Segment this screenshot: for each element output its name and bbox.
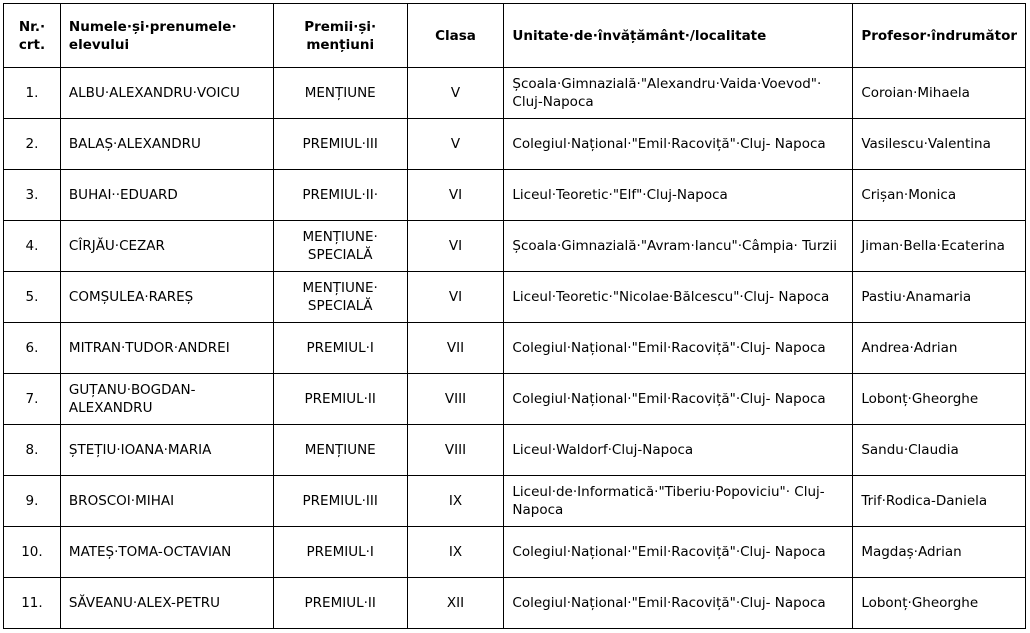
cell-school: Colegiul·Național·"Emil·Racoviță"·Cluj- Napoca: [504, 119, 853, 170]
table-row: [4, 119, 1026, 170]
header-row: [4, 4, 1026, 68]
cell-prize: PREMIUL·II·: [273, 170, 407, 221]
table-header: [4, 4, 1026, 68]
table-row: [4, 221, 1026, 272]
cell-nr: 6.: [4, 323, 61, 374]
cell-prof: Coroian·Mihaela: [853, 68, 1026, 119]
header-class: Clasa: [407, 4, 504, 68]
cell-prof: Crișan·Monica: [853, 170, 1026, 221]
cell-class: VI: [407, 272, 504, 323]
cell-name: SĂVEANU·ALEX-PETRU: [60, 578, 273, 629]
cell-prof: Vasilescu·Valentina: [853, 119, 1026, 170]
header-name: Numele·și·prenumele· elevului: [60, 4, 273, 68]
cell-prize: PREMIUL·III: [273, 476, 407, 527]
header-nr: Nr.· crt.: [4, 4, 61, 68]
cell-name: CÎRJĂU·CEZAR: [60, 221, 273, 272]
cell-class: VII: [407, 323, 504, 374]
cell-name: GUȚANU·BOGDAN- ALEXANDRU: [60, 374, 273, 425]
cell-class: IX: [407, 527, 504, 578]
table-row: [4, 272, 1026, 323]
cell-school: Școala·Gimnazială·"Alexandru·Vaida·Voevod"· Cluj-Napoca: [504, 68, 853, 119]
cell-prize: MENȚIUNE: [273, 425, 407, 476]
cell-prof: Sandu·Claudia: [853, 425, 1026, 476]
cell-nr: 11.: [4, 578, 61, 629]
cell-prize: PREMIUL·I: [273, 527, 407, 578]
cell-prize: PREMIUL·III: [273, 119, 407, 170]
cell-school: Liceul·de·Informatică·"Tiberiu·Popoviciu"· Cluj-Napoca: [504, 476, 853, 527]
table-row: [4, 527, 1026, 578]
cell-school: Colegiul·Național·"Emil·Racoviță"·Cluj- Napoca: [504, 527, 853, 578]
cell-name: MATEȘ·TOMA-OCTAVIAN: [60, 527, 273, 578]
table-row: [4, 68, 1026, 119]
cell-name: BALAȘ·ALEXANDRU: [60, 119, 273, 170]
cell-class: XII: [407, 578, 504, 629]
table-row: [4, 323, 1026, 374]
cell-class: VI: [407, 221, 504, 272]
cell-prize: MENȚIUNE· SPECIALĂ: [273, 221, 407, 272]
table-body: [4, 68, 1026, 629]
cell-class: V: [407, 68, 504, 119]
results-table: [3, 3, 1026, 629]
cell-nr: 9.: [4, 476, 61, 527]
cell-school: Liceul·Teoretic·"Elf"·Cluj-Napoca: [504, 170, 853, 221]
cell-nr: 2.: [4, 119, 61, 170]
cell-nr: 3.: [4, 170, 61, 221]
cell-name: ALBU·ALEXANDRU·VOICU: [60, 68, 273, 119]
table-row: [4, 374, 1026, 425]
table-row: [4, 578, 1026, 629]
cell-nr: 10.: [4, 527, 61, 578]
table-row: [4, 170, 1026, 221]
cell-nr: 1.: [4, 68, 61, 119]
cell-prize: PREMIUL·II: [273, 374, 407, 425]
cell-nr: 7.: [4, 374, 61, 425]
cell-prof: Magdaș·Adrian: [853, 527, 1026, 578]
cell-prize: PREMIUL·I: [273, 323, 407, 374]
cell-name: BUHAI··EDUARD: [60, 170, 273, 221]
cell-prof: Pastiu·Anamaria: [853, 272, 1026, 323]
cell-nr: 5.: [4, 272, 61, 323]
cell-school: Colegiul·Național·"Emil·Racoviță"·Cluj- Napoca: [504, 374, 853, 425]
cell-class: VIII: [407, 425, 504, 476]
cell-prize: MENȚIUNE: [273, 68, 407, 119]
cell-prize: PREMIUL·II: [273, 578, 407, 629]
table-row: [4, 476, 1026, 527]
cell-school: Colegiul·Național·"Emil·Racoviță"·Cluj- Napoca: [504, 323, 853, 374]
cell-class: VI: [407, 170, 504, 221]
table-row: [4, 425, 1026, 476]
cell-school: Liceul·Teoretic·"Nicolae·Bălcescu"·Cluj- Napoca: [504, 272, 853, 323]
cell-prof: Lobonț·Gheorghe: [853, 578, 1026, 629]
cell-class: VIII: [407, 374, 504, 425]
cell-school: Liceul·Waldorf·Cluj-Napoca: [504, 425, 853, 476]
header-prof: Profesor·îndrumător: [853, 4, 1026, 68]
cell-class: IX: [407, 476, 504, 527]
header-school: Unitate·de·învățământ·/localitate: [504, 4, 853, 68]
cell-class: V: [407, 119, 504, 170]
cell-name: COMȘULEA·RAREȘ: [60, 272, 273, 323]
cell-prize: MENȚIUNE· SPECIALĂ: [273, 272, 407, 323]
cell-prof: Jiman·Bella·Ecaterina: [853, 221, 1026, 272]
cell-name: MITRAN·TUDOR·ANDREI: [60, 323, 273, 374]
cell-name: ȘTEȚIU·IOANA·MARIA: [60, 425, 273, 476]
cell-prof: Andrea·Adrian: [853, 323, 1026, 374]
cell-nr: 4.: [4, 221, 61, 272]
cell-school: Colegiul·Național·"Emil·Racoviță"·Cluj- Napoca: [504, 578, 853, 629]
cell-prof: Lobonț·Gheorghe: [853, 374, 1026, 425]
header-prize: Premii·și· mențiuni: [273, 4, 407, 68]
cell-nr: 8.: [4, 425, 61, 476]
cell-prof: Trif·Rodica-Daniela: [853, 476, 1026, 527]
cell-school: Școala·Gimnazială·"Avram·Iancu"·Câmpia· Turzii: [504, 221, 853, 272]
cell-name: BROSCOI·MIHAI: [60, 476, 273, 527]
